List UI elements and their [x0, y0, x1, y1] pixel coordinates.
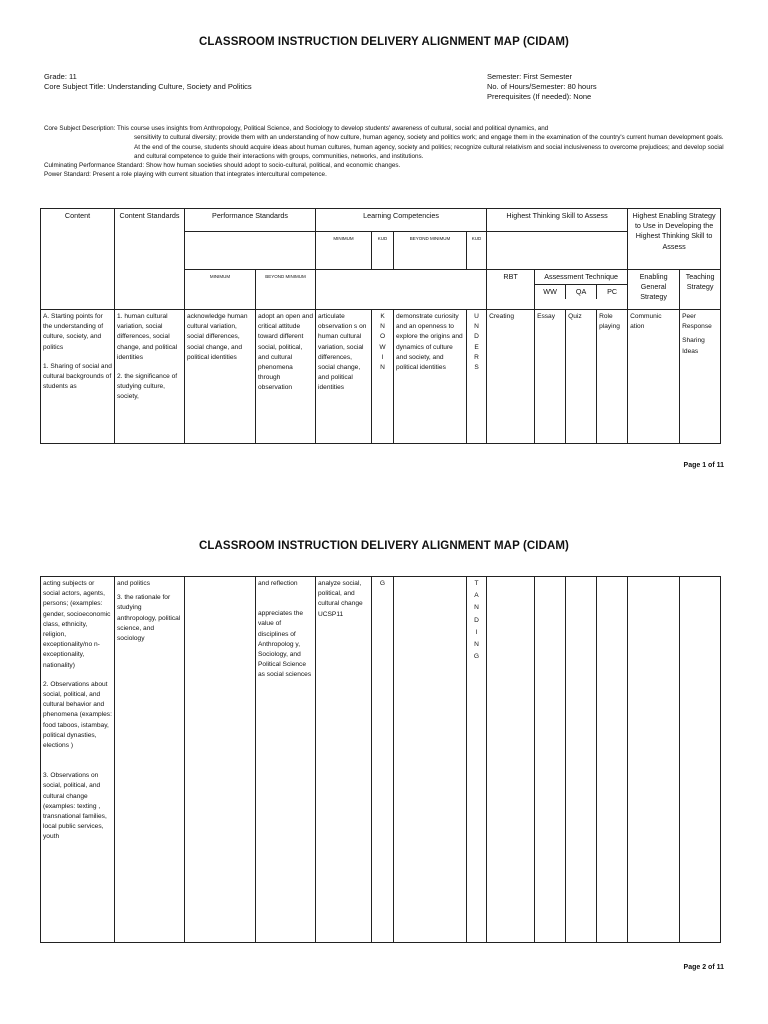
teaching-strategy-cell — [680, 310, 721, 444]
content-b-p2: 2. Observations about social, political, and cultural behavior and phenomena (examples: food taboos, istambay, political dynasties, elections ) — [43, 680, 112, 750]
kud2-letter-p2: A — [474, 592, 479, 600]
kud2-letter: N — [474, 323, 479, 331]
description-line-1: Core Subject Description: This course uses insights from Anthropology, Political Science, and Sociology to develop students' awareness of cultural, social and political dynamics, and — [44, 125, 549, 132]
semester-label: Semester: First Semester — [487, 72, 573, 81]
kud-column-2-p2 — [467, 577, 487, 943]
subject-title-label: Core Subject Title: Understanding Culture, Society and Politics — [44, 82, 252, 91]
kud1-letter: K — [380, 313, 385, 320]
kud2-letter: E — [474, 343, 479, 351]
teaching-b: Sharing Ideas — [682, 337, 705, 355]
ps-minimum-cell: acknowledge human cultural variation, social differences, social change, and political identities — [185, 310, 256, 444]
header-highest-thinking-skill: Highest Thinking Skill to Assess — [487, 209, 628, 232]
rbt-cell-p2 — [487, 577, 535, 943]
lc-beyond-cell-p2 — [394, 577, 467, 943]
kud1-letter-p2: G — [379, 580, 386, 587]
assessment-subheaders — [535, 285, 627, 299]
lc-minimum-cell-p2: analyze social, political, and cultural change UCSP11 — [316, 577, 372, 943]
kud2-letter: D — [474, 333, 479, 341]
pc-header: PC — [607, 287, 618, 297]
teaching-a: Peer Response — [682, 313, 712, 331]
ps-minimum-header: MINIMUM — [185, 270, 256, 310]
cidam-table-page-2 — [40, 576, 721, 943]
grade-label: Grade: 11 — [44, 72, 77, 81]
hours-label: No. of Hours/Semester: 80 hours — [487, 82, 597, 91]
lc-kud-header-2: KUD — [467, 232, 487, 270]
teaching-strategy-cell-p2 — [680, 577, 721, 943]
pc-cell: Role playing — [597, 310, 628, 444]
kud2-letter-p2: D — [474, 616, 479, 624]
kud-column-1-p2 — [372, 577, 394, 943]
page-2-footer: Page 2 of 11 — [683, 964, 724, 971]
qa-header: QA — [566, 285, 597, 299]
header-content-standards: Content Standards — [115, 209, 185, 310]
page-1-footer: Page 1 of 11 — [683, 462, 724, 469]
ww-cell: Essay — [535, 310, 566, 444]
ps-beyond-cell-p2 — [256, 577, 316, 943]
assessment-technique-label: Assessment Technique — [535, 270, 627, 285]
pc-cell-p2 — [597, 577, 628, 943]
course-description — [44, 124, 724, 180]
document-title-page-2: CLASSROOM INSTRUCTION DELIVERY ALIGNMENT MAP (CIDAM) — [198, 540, 569, 552]
kud2-letter: U — [474, 313, 479, 320]
header-content: Content — [41, 209, 115, 310]
content-standards-cell-p2 — [115, 577, 185, 943]
kud1-letter: O — [379, 333, 386, 341]
kud-column-1 — [372, 310, 394, 444]
cidam-table-page-1 — [40, 208, 721, 444]
ps-beyond-minimum-header: BEYOND MINIMUM — [256, 270, 316, 310]
kud2-letter-p2: N — [474, 641, 479, 649]
rbt-cell: Creating — [487, 310, 535, 444]
ww-cell-p2 — [535, 577, 566, 943]
kud1-letter: N — [380, 323, 385, 331]
content-c-p2: 3. Observations on social, political, and cultural change (examples: texting , transnational families, local public services, youth — [43, 772, 107, 841]
kud2-letter-p2: N — [474, 604, 479, 612]
lc-spacer — [316, 270, 487, 310]
teaching-strategy-header: Teaching Strategy — [680, 270, 721, 310]
enabling-general-header: Enabling General Strategy — [628, 270, 680, 310]
enabling-cell-p2 — [628, 577, 680, 943]
culminating-standard: Culminating Performance Standard: Show how human societies should adopt to socio-cultural, political, and economic changes. — [44, 162, 401, 170]
ps-beyond-b-p2: appreciates the value of disciplines of Anthropolog y, Sociology, and Political Science as social sciences — [258, 610, 312, 679]
content-b: 1. Sharing of social and cultural backgrounds of students as — [43, 362, 112, 391]
kud1-letter: I — [381, 353, 384, 361]
lc-minimum-cell: articulate observation s on human cultural variation, social differences, social change, and political identities — [316, 310, 372, 444]
kud2-letter: R — [474, 353, 479, 361]
page-2 — [0, 502, 768, 1024]
kud1-letter: N — [380, 364, 385, 372]
lc-beyond-minimum-header: BEYOND MINIMUM — [394, 232, 467, 270]
hts-spacer — [487, 232, 628, 270]
qa-cell-p2 — [566, 577, 597, 943]
cs-b-p2: 3. the rationale for studying anthropology, political science, and sociology — [117, 594, 181, 643]
assessment-technique-header — [535, 270, 628, 310]
kud2-letter-p2: I — [475, 628, 478, 636]
kud-column-2 — [467, 310, 487, 444]
ps-beyond-a-p2: and reflection — [258, 580, 298, 587]
lc-minimum-header: MINIMUM — [316, 232, 372, 270]
content-a-p2: acting subjects or social actors, agents, persons; (examples: gender, socioeconomic class, ethnicity, religion, exceptionality/no n-exceptionality, nationality) — [43, 580, 111, 669]
ps-beyond-cell: adopt an open and critical attitude toward different social, political, and cultural phenomena through observation — [256, 310, 316, 444]
header-learning-competencies: Learning Competencies — [316, 209, 487, 232]
kud2-letter: S — [474, 364, 479, 372]
kud2-letter-p2: G — [473, 653, 480, 661]
rbt-header: RBT — [487, 270, 535, 310]
lc-beyond-cell: demonstrate curiosity and an openness to explore the origins and dynamics of culture and society, and political identities — [394, 310, 467, 444]
ps-spacer — [185, 232, 316, 270]
kud2-letter-p2: T — [474, 580, 479, 587]
power-standard: Power Standard: Present a role playing with current situation that integrates intercultural competence. — [44, 171, 327, 179]
document-title: CLASSROOM INSTRUCTION DELIVERY ALIGNMENT MAP (CIDAM) — [198, 36, 569, 48]
cs-b: 2. the significance of studying culture, society, — [117, 373, 178, 401]
page-1 — [0, 0, 768, 502]
prerequisites-label: Prerequisites (If needed): None — [487, 92, 592, 101]
content-cell-p2 — [41, 577, 115, 943]
kud1-letter: W — [379, 343, 386, 351]
content-standards-cell — [115, 310, 185, 444]
content-a: A. Starting points for the understanding of culture, society, and politics — [43, 313, 104, 351]
description-body: sensitivity to cultural diversity; provide them with an understanding of how culture, human agency, society and politics work; and engage them in the examination of the country's current human development goals. At the end of the course, students should acquire ideas about human cultures, human agency, society and politics; recognize cultural relativism and social inclusiveness to overcome prejudices; and develop social and cultural competence to guide their interactions with groups, communities, networks, and institutions. — [134, 134, 724, 160]
cs-a: 1. human cultural variation, social differences, social change, and political identities — [117, 313, 178, 361]
header-performance-standards: Performance Standards — [185, 209, 316, 232]
cs-a-p2: and politics — [117, 580, 150, 587]
lc-kud-header-1: KUD — [372, 232, 394, 270]
qa-cell: Quiz — [566, 310, 597, 444]
ps-minimum-cell-p2 — [185, 577, 256, 943]
content-cell — [41, 310, 115, 444]
meta-right — [487, 72, 597, 102]
header-enabling-strategy: Highest Enabling Strategy to Use in Developing the Highest Thinking Skill to Assess — [628, 209, 721, 270]
ww-header: WW — [535, 285, 566, 299]
enabling-cell: Communic ation — [628, 310, 680, 444]
meta-left — [44, 72, 252, 92]
